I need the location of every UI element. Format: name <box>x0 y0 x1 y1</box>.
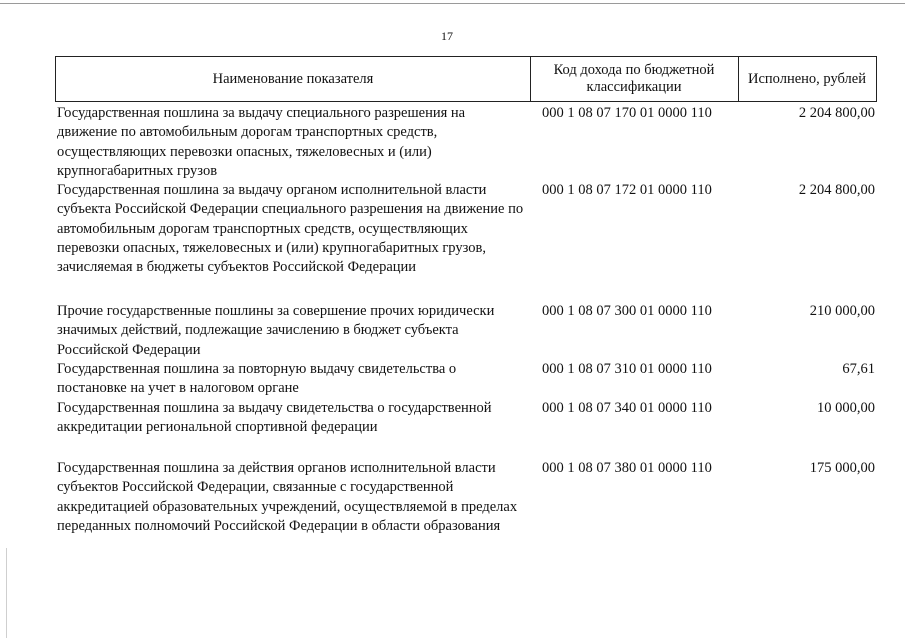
row-code: 000 1 08 07 340 01 0000 110 <box>542 400 712 416</box>
row-amount: 2 204 800,00 <box>798 105 875 121</box>
row-amount: 175 000,00 <box>809 460 875 476</box>
row-name: Государственная пошлина за повторную выдачу свидетельства о постановке на учет в налоговом органе <box>57 361 457 397</box>
page-number: 17 <box>441 29 453 43</box>
column-header-amount: Исполнено, рублей <box>748 70 866 87</box>
row-name: Государственная пошлина за выдачу специального разрешения на движение по автомобильным дорогам транспортных средств, осуществляющих перевозки опасных, тяжеловесных и (или) крупногабаритных грузов <box>57 105 466 179</box>
column-header-code: Код дохода по бюджетной классификации <box>530 57 739 101</box>
row-amount: 10 000,00 <box>817 400 875 416</box>
row-name: Государственная пошлина за действия органов исполнительной власти субъектов Российской Федерации, связанные с государственной аккредитацией образовательных учреждений, осуществляемой в пределах переданных полномочий Российской Федерации в области образования <box>57 460 518 534</box>
row-code: 000 1 08 07 380 01 0000 110 <box>542 460 712 476</box>
row-code: 000 1 08 07 170 01 0000 110 <box>542 105 712 121</box>
table-header <box>55 56 877 102</box>
top-rule <box>0 3 905 4</box>
column-header-name: Наименование показателя <box>56 57 531 101</box>
row-amount: 67,61 <box>842 361 875 377</box>
row-name: Государственная пошлина за выдачу свидетельства о государственной аккредитации региональной спортивной федерации <box>57 400 492 436</box>
row-amount: 2 204 800,00 <box>798 182 875 198</box>
row-name: Прочие государственные пошлины за совершение прочих юридически значимых действий, подлежащие зачислению в бюджет субъекта Российской Федерации <box>57 303 495 358</box>
margin-rule <box>6 548 7 638</box>
row-code: 000 1 08 07 300 01 0000 110 <box>542 303 712 319</box>
row-amount: 210 000,00 <box>809 303 875 319</box>
row-name: Государственная пошлина за выдачу органом исполнительной власти субъекта Российской Федерации специального разрешения на движение по автомобильным дорогам транспортных средств, осуществляющих перевозки опасных, тяжеловесных и (или) крупногабаритных грузов, зачисляемая в бюджеты субъектов Российской Федерации <box>57 182 524 276</box>
row-code: 000 1 08 07 172 01 0000 110 <box>542 182 712 198</box>
row-code: 000 1 08 07 310 01 0000 110 <box>542 361 712 377</box>
